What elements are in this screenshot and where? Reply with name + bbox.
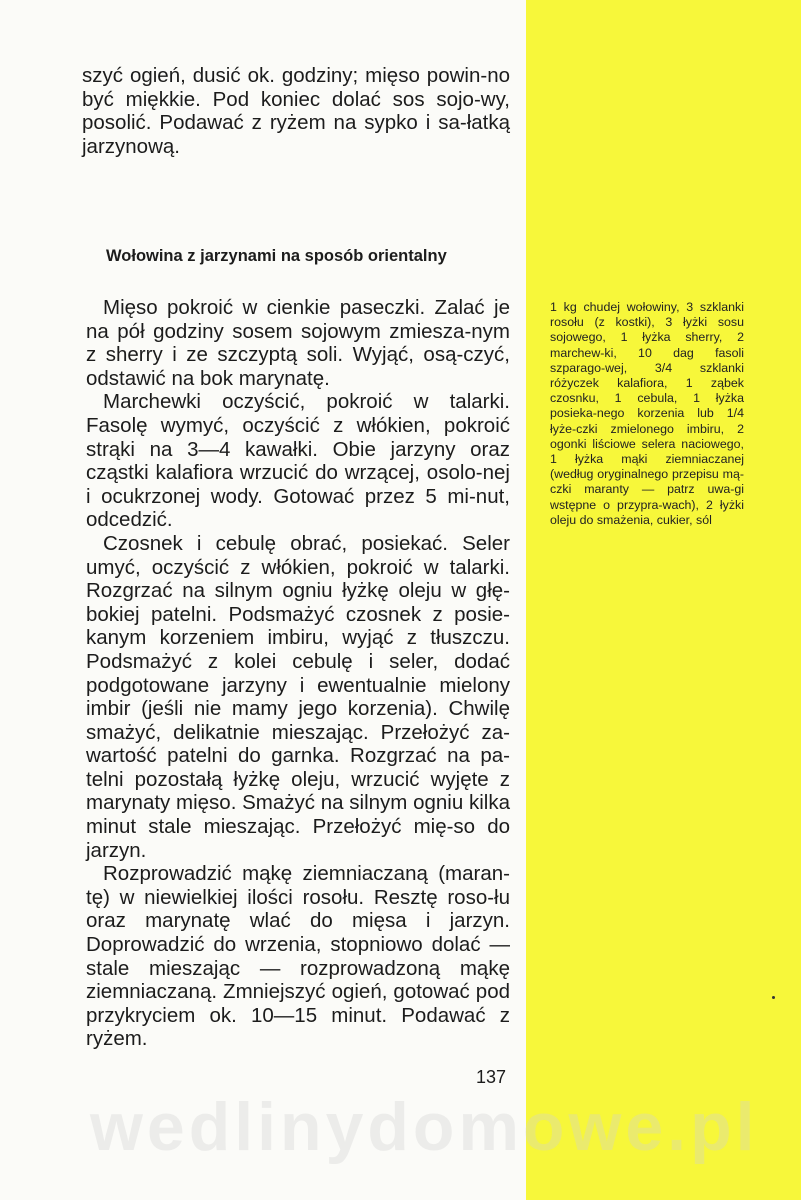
- print-speck: [772, 996, 775, 999]
- yellow-sidebar: [526, 0, 801, 1200]
- instruction-paragraph: Marchewki oczyścić, pokroić w talarki. Fasolę wymyć, oczyścić z włókien, pokroić strąki na 3—4 kawałki. Obie jarzyny oraz cząstki kalafiora wrzucić do wrzącej, osolo-nej i ocukrzonej wody. Gotować przez 5 mi-nut, odcedzić.: [86, 390, 510, 532]
- recipe-title: Wołowina z jarzynami na sposób orientalny: [106, 247, 447, 265]
- recipe-instructions: [86, 296, 510, 1051]
- watermark: wedlinydomowe.pl: [90, 1089, 759, 1165]
- instruction-paragraph: Rozprowadzić mąkę ziemniaczaną (maran-tę) w niewielkiej ilości rosołu. Resztę roso-łu oraz marynatę wlać do mięsa i jarzyn. Doprowadzić do wrzenia, stopniowo dolać — stale mieszając — rozprowadzoną mąkę ziemniaczaną. Zmniejszyć ogień, gotować pod przykryciem ok. 10—15 minut. Podawać z ryżem.: [86, 862, 510, 1051]
- instruction-paragraph: Czosnek i cebulę obrać, posiekać. Seler umyć, oczyścić z włókien, pokroić w talarki. Rozgrzać na silnym ogniu łyżkę oleju w głę-bokiej patelni. Podsmażyć czosnek z posie-kanym korzeniem imbiru, wyjąć z tłuszczu. Podsmażyć z kolei cebulę i seler, dodać podgotowane jarzyny i ewentualnie mielony imbir (jeśli nie mamy jego korzenia). Chwilę smażyć, delikatnie mieszając. Przełożyć za-wartość patelni do garnka. Rozgrzać na pa-telni pozostałą łyżkę oleju, wrzucić wyjęte z marynaty mięso. Smażyć na silnym ogniu kilka minut stale mieszając. Przełożyć mię-so do jarzyn.: [86, 531, 510, 862]
- ingredients-list: 1 kg chudej wołowiny, 3 szklanki rosołu (z kostki), 3 łyżki sosu sojowego, 1 łyżka sherry, 2 marchew-ki, 10 dag fasoli szparago-wej, 3/4 szklanki różyczek kalafiora, 1 ząbek czosnku, 1 cebula, 1 łyżka posieka-nego korzenia lub 1/4 łyże-czki zmielonego imbiru, 2 ogonki liściowe selera naciowego, 1 łyżka mąki ziemniaczanej (według oryginalnego przepisu mą-czki maranty — patrz uwa-gi wstępne o przypra-wach), 2 łyżki oleju do smażenia, cukier, sól: [550, 300, 744, 527]
- page-number: 137: [476, 1067, 507, 1087]
- intro-paragraph: szyć ogień, dusić ok. godziny; mięso powin-no być miękkie. Pod koniec dolać sos sojo-wy, posolić. Podawać z ryżem na sypko i sa-łatką jarzynową.: [82, 64, 510, 158]
- instruction-paragraph: Mięso pokroić w cienkie paseczki. Zalać je na pół godziny sosem sojowym zmiesza-nym z sherry i ze szczyptą soli. Wyjąć, osą-czyć, odstawić na bok marynatę.: [86, 296, 510, 390]
